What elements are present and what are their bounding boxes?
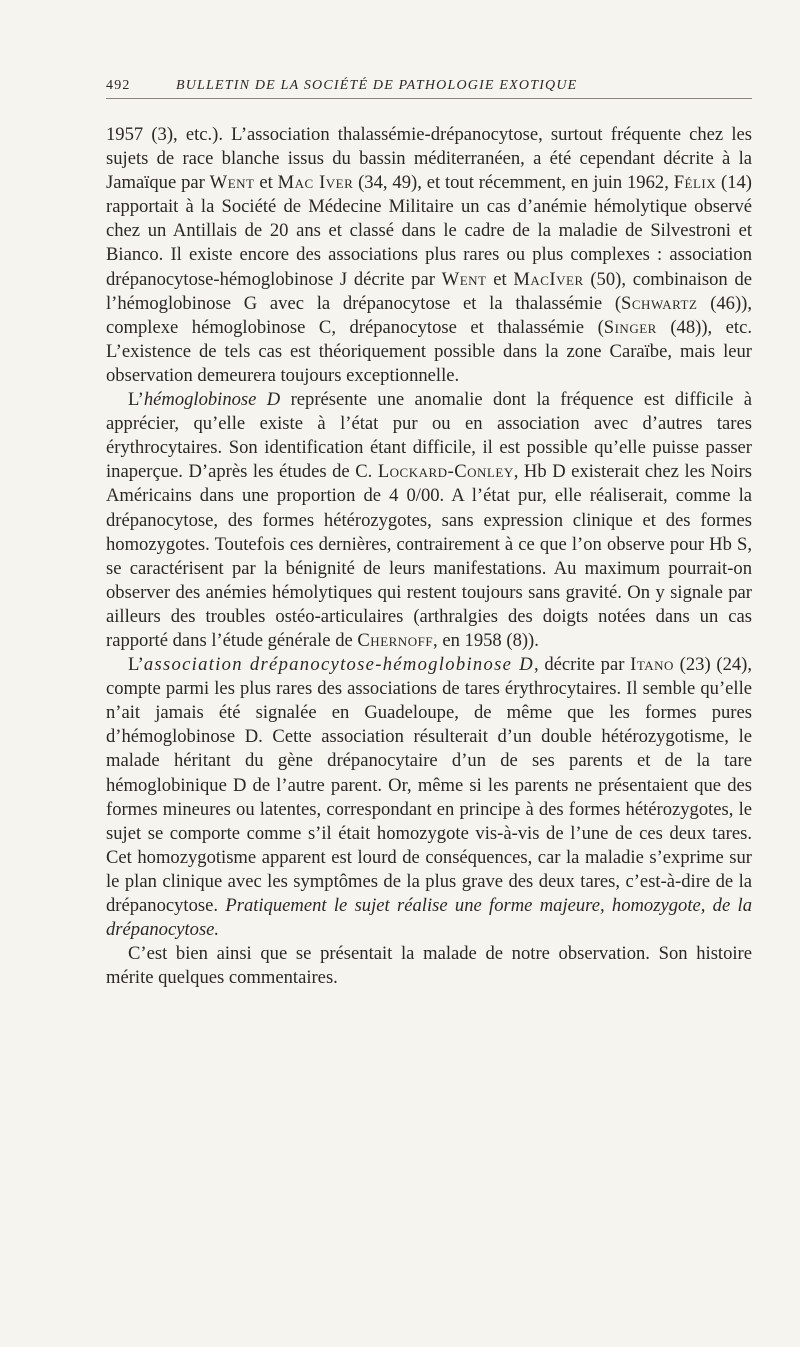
paragraph-4 [106, 942, 752, 990]
author-went: Went [441, 268, 487, 290]
text-segment: (46)), complexe hémoglobinose C, drépanocytose et thalassémie ( [106, 292, 753, 338]
text-segment: , Hb D existerait chez les Noirs Américains dans une proportion de 4 0/00. A l’état pur, elle réaliserait, comme la drépanocytose, des formes hétérozygotes, sans expression clinique et des formes homozygotes. Toutefois ces dernières, contrairement à ce que l’on observe pour Hb S, se caractérisent par la bénignité de leurs manifestations. Au maximum pourrait-on observer des anémies hémolytiques qui restent toujours sans gravité. On y signale par ailleurs des troubles ostéo-articulaires (arthralgies des doigts notées dans un cas rapporté dans l’étude générale de [106, 461, 752, 651]
text-segment: (14) rapportait à la Société de Médecine Militaire un cas d’anémie hémolytique observé chez un Antillais de 20 ans et classé dans le cadre de la maladie de Silvestroni et Bianco. Il existe encore des associations plus rares ou plus complexes : association drépanocytose-hémoglobinose J décrite par [106, 172, 752, 290]
body-text [106, 123, 752, 990]
author-mac-iver: Mac Iver [277, 172, 354, 194]
author-itano: Itano [630, 654, 674, 676]
page-number: 492 [106, 78, 131, 93]
text-segment: C’est bien ainsi que se présentait la malade de notre observation. Son histoire mérite quelques commentaires. [106, 943, 752, 989]
author-felix: Félix [673, 172, 717, 194]
text-segment: (23) (24), compte parmi les plus rares des associations de tares érythrocytaires. Il semble qu’elle n’ait jamais été signalée en Guadeloupe, de même que les formes pures d’hémoglobinose D. Cette association résulterait d’un double hétérozygotisme, le malade héritant du gène drépanocytaire d’un de ses parents et de la tare hémoglobinique D de l’autre parent. Or, même si les parents ne présentaient que des formes mineures ou latentes, correspondant en principe à des formes hétérozygotes, le sujet se comporte comme s’il était homozygote vis-à-vis de l’une de ces deux tares. Cet homozygotisme apparent est lourd de conséquences, car la maladie s’exprime sur le plan clinique avec les symptômes de la plus grave des deux tares, c’est-à-dire de la drépanocytose. [106, 654, 753, 916]
term-association-drepanocytose-hemoglobinose-d: association drépanocytose-hémoglobinose D [143, 654, 534, 676]
author-chernoff: Chernoff [357, 629, 434, 651]
text-segment: et [486, 268, 514, 290]
author-maciver: MacIver [513, 268, 584, 290]
text-segment: (48)), etc. L’existence de tels cas est théoriquement possible dans la zone Caraïbe, mais leur observation demeurera toujours exceptionnelle. [106, 316, 752, 386]
paragraph-3 [106, 653, 752, 942]
author-went: Went [209, 172, 255, 194]
journal-title: BULLETIN DE LA SOCIÉTÉ DE PATHOLOGIE EXOTIQUE [176, 78, 578, 93]
text-segment: , en 1958 (8)). [433, 629, 539, 651]
author-singer: Singer [603, 316, 657, 338]
running-head [106, 72, 752, 99]
author-lockard-conley: Lockard-Conley [377, 461, 514, 483]
text-segment: (50), combinaison de l’hémoglobinose G avec la drépanocytose et la thalassémie ( [106, 268, 753, 314]
paragraph-2 [106, 388, 752, 653]
text-segment: , décrite par [533, 654, 631, 676]
paragraph-1 [106, 123, 752, 388]
author-schwartz: Schwartz [621, 292, 698, 314]
text-segment: (34, 49), et tout récemment, en juin 1962, [353, 172, 674, 194]
emphasis-conclusion: Pratiquement le sujet réalise une forme majeure, homozygote, de la drépanocytose. [106, 895, 752, 941]
text-segment: et [254, 172, 278, 194]
text-segment: L’ [128, 654, 144, 676]
document-page [106, 72, 752, 990]
term-hemoglobinose-d: hémoglobinose D [143, 389, 281, 411]
text-segment: L’ [128, 389, 144, 411]
text-segment: représente une anomalie dont la fréquence est difficile à apprécier, qu’elle existe à l’état pur ou en association avec d’autres tares érythrocytaires. Son identification étant difficile, il est possible qu’elle puisse passer inaperçue. D’après les études de C. [106, 389, 753, 483]
text-segment: 1957 (3), etc.). L’association thalassémie-drépanocytose, surtout fréquente chez les sujets de race blanche issus du bassin méditerranéen, a été cependant décrite à la Jamaïque par [106, 124, 752, 194]
